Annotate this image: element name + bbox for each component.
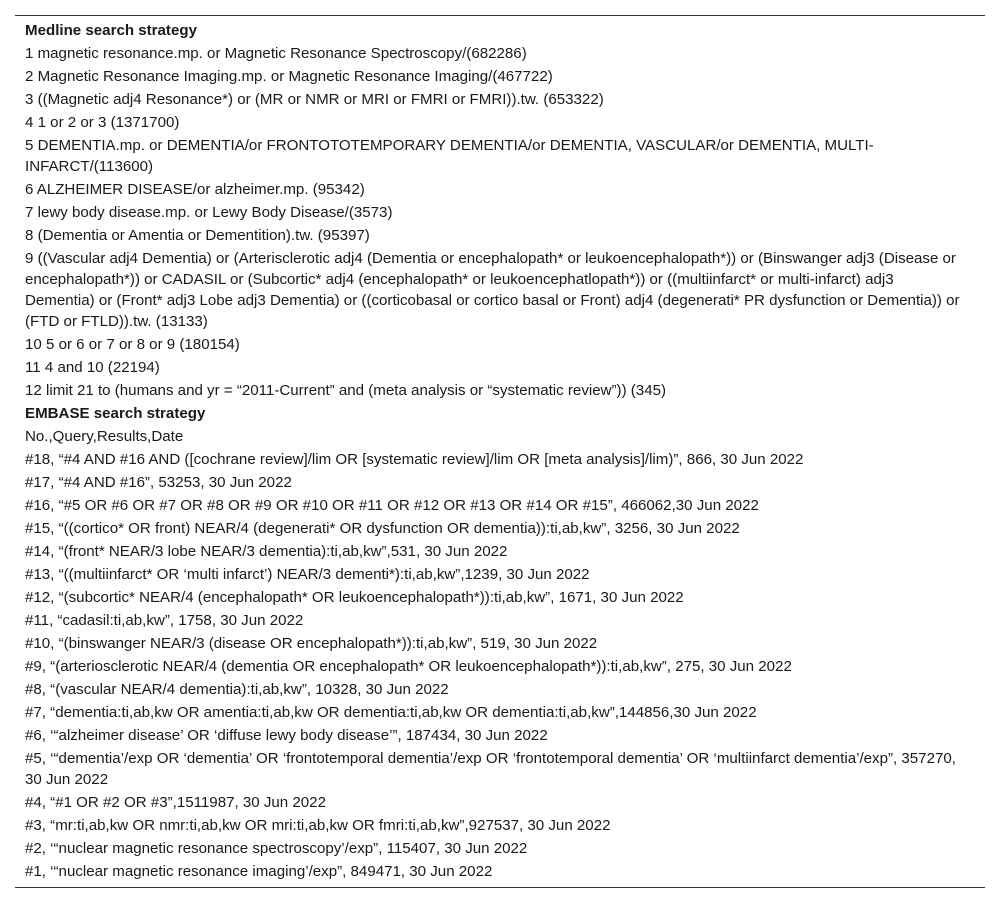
medline-line-6: 6 ALZHEIMER DISEASE/or alzheimer.mp. (95342) xyxy=(25,181,365,198)
medline-line-2: 2 Magnetic Resonance Imaging.mp. or Magnetic Resonance Imaging/(467722) xyxy=(25,68,553,85)
embase-line-10: #10, “(binswanger NEAR/3 (disease OR encephalopath*)):ti,ab,kw”, 519, 30 Jun 2022 xyxy=(25,635,598,652)
medline-line-1: 1 magnetic resonance.mp. or Magnetic Resonance Spectroscopy/(682286) xyxy=(25,45,527,62)
embase-line-12: #12, “(subcortic* NEAR/4 (encephalopath* OR leukoencephalopath*)):ti,ab,kw”, 1671, 30 Jun 2022 xyxy=(25,589,684,606)
medline-line-4: 4 1 or 2 or 3 (1371700) xyxy=(25,114,180,131)
medline-line-5: 5 DEMENTIA.mp. or DEMENTIA/or FRONTOTOTEMPORARY DEMENTIA/or DEMENTIA, VASCULAR/or DEMENTIA, MULTI-INFARCT/(113600) xyxy=(25,137,874,175)
embase-line-6: #6, ‘“alzheimer disease’ OR ‘diffuse lewy body disease’”, 187434, 30 Jun 2022 xyxy=(25,727,548,744)
embase-line-11: #11, “cadasil:ti,ab,kw”, 1758, 30 Jun 2022 xyxy=(25,612,304,629)
medline-line-8: 8 (Dementia or Amentia or Dementition).tw. (95397) xyxy=(25,227,370,244)
medline-line-7: 7 lewy body disease.mp. or Lewy Body Disease/(3573) xyxy=(25,204,393,221)
embase-line-3: #3, “mr:ti,ab,kw OR nmr:ti,ab,kw OR mri:ti,ab,kw OR fmri:ti,ab,kw”,927537, 30 Jun 2022 xyxy=(25,817,611,834)
embase-line-1: #1, ‘“nuclear magnetic resonance imaging’/exp”, 849471, 30 Jun 2022 xyxy=(25,863,493,880)
medline-line-12: 12 limit 21 to (humans and yr = “2011-Current” and (meta analysis or “systematic review”)) (345) xyxy=(25,382,667,399)
embase-line-18: #18, “#4 AND #16 AND ([cochrane review]/lim OR [systematic review]/lim OR [meta analysis]/lim)”, 866, 30 Jun 2022 xyxy=(25,451,804,468)
medline-line-3: 3 ((Magnetic adj4 Resonance*) or (MR or NMR or MRI or FMRI or FMRI)).tw. (653322) xyxy=(25,91,604,108)
search-strategy-table xyxy=(15,15,985,888)
embase-line-2: #2, ‘“nuclear magnetic resonance spectroscopy’/exp”, 115407, 30 Jun 2022 xyxy=(25,840,528,857)
embase-line-13: #13, “((multiinfarct* OR ‘multi infarct’) NEAR/3 dementi*):ti,ab,kw”,1239, 30 Jun 2022 xyxy=(25,566,590,583)
embase-line-5: #5, ‘“dementia’/exp OR ‘dementia’ OR ‘frontotemporal dementia’/exp OR ‘frontotemporal dementia’ OR ‘multiinfarct dementia’/exp”, 357270, 30 Jun 2022 xyxy=(25,750,956,788)
embase-line-9: #9, “(arteriosclerotic NEAR/4 (dementia OR encephalopath* OR leukoencephalopath*)):ti,ab,kw”, 275, 30 Jun 2022 xyxy=(25,658,792,675)
embase-line-14: #14, “(front* NEAR/3 lobe NEAR/3 dementia):ti,ab,kw”,531, 30 Jun 2022 xyxy=(25,543,508,560)
embase-line-15: #15, “((cortico* OR front) NEAR/4 (degenerati* OR dysfunction OR dementia)):ti,ab,kw”, 3256, 30 Jun 2022 xyxy=(25,520,740,537)
medline-line-11: 11 4 and 10 (22194) xyxy=(25,359,160,376)
medline-heading: Medline search strategy xyxy=(25,22,197,39)
embase-heading: EMBASE search strategy xyxy=(25,405,206,422)
embase-line-7: #7, “dementia:ti,ab,kw OR amentia:ti,ab,kw OR dementia:ti,ab,kw OR dementia:ti,ab,kw”,144856,30 Jun 2022 xyxy=(25,704,757,721)
embase-line-16: #16, “#5 OR #6 OR #7 OR #8 OR #9 OR #10 OR #11 OR #12 OR #13 OR #14 OR #15”, 466062,30 Jun 2022 xyxy=(25,497,759,514)
embase-line-4: #4, “#1 OR #2 OR #3”,1511987, 30 Jun 2022 xyxy=(25,794,326,811)
embase-line-17: #17, “#4 AND #16”, 53253, 30 Jun 2022 xyxy=(25,474,292,491)
medline-line-10: 10 5 or 6 or 7 or 8 or 9 (180154) xyxy=(25,336,240,353)
embase-header-row: No.,Query,Results,Date xyxy=(25,428,184,445)
medline-line-9: 9 ((Vascular adj4 Dementia) or (Arterisclerotic adj4 (Dementia or encephalopath* or leukoencephalopath*)) or (Binswanger adj3 (Disease or encephalopath*)) or CADASIL or (Subcortic* adj4 (encephalopath* or leukoencephatlopath*)) or ((multiinfarct* or multi-infarct) adj3 Dementia) or (Front* adj3 Lobe adj3 Dementia) or ((corticobasal or cortico basal or Front) adj4 (degenerati* PR dysfunction or Dementia)) or (FTD or FTLD)).tw. (13133) xyxy=(25,250,960,330)
embase-line-8: #8, “(vascular NEAR/4 dementia):ti,ab,kw”, 10328, 30 Jun 2022 xyxy=(25,681,449,698)
